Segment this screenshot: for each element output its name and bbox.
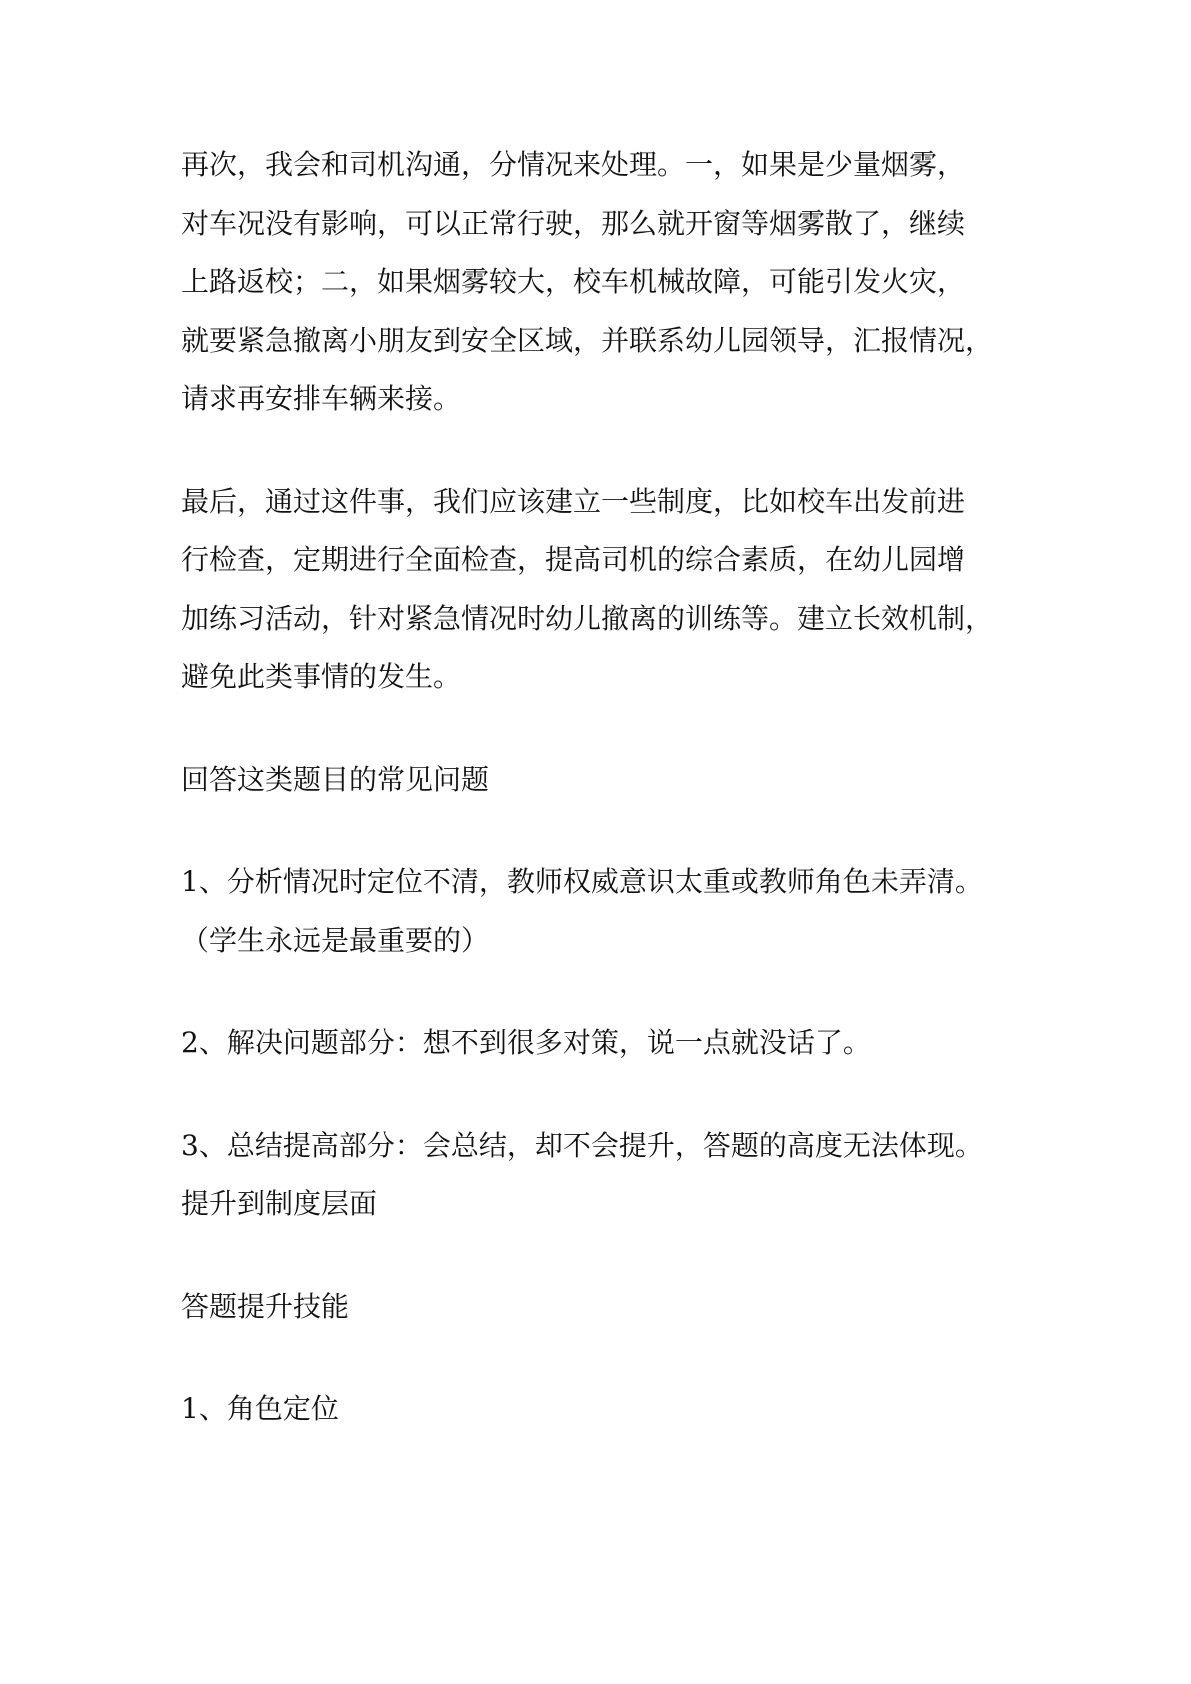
text-line: 1、角色定位 xyxy=(181,1392,339,1425)
text-line: 行检查，定期进行全面检查，提高司机的综合素质，在幼儿园增 xyxy=(181,543,966,576)
text-line: 对车况没有影响，可以正常行驶，那么就开窗等烟雾散了，继续 xyxy=(181,206,966,240)
text-line: 1、分析情况时定位不清，教师权威意识太重或教师角色未弄清。 xyxy=(181,865,983,898)
paragraph-spacer xyxy=(181,1234,1021,1278)
paragraph-spacer xyxy=(181,809,1021,853)
list-item-problem-3 xyxy=(181,1117,1021,1234)
paragraph-conclusion xyxy=(181,473,1021,707)
section-heading-skills xyxy=(181,1278,1021,1337)
text-line: 2、解决问题部分：想不到很多对策，说一点就没话了。 xyxy=(181,1026,871,1059)
text-line: 避免此类事情的发生。 xyxy=(181,660,462,693)
paragraph-spacer xyxy=(181,1073,1021,1117)
paragraph-spacer xyxy=(181,707,1021,751)
text-line: 提升到制度层面 xyxy=(181,1187,378,1220)
text-line: 上路返校；二，如果烟雾较大，校车机械故障，可能引发火灾， xyxy=(181,265,966,298)
paragraph-spacer xyxy=(181,429,1021,473)
paragraph-handling-plan xyxy=(181,136,1021,429)
list-item-problem-2 xyxy=(181,1014,1021,1073)
text-line: （学生永远是最重要的） xyxy=(181,923,490,957)
text-line: 3、总结提高部分：会总结，却不会提升，答题的高度无法体现。 xyxy=(181,1128,983,1162)
text-line: 请求再安排车辆来接。 xyxy=(181,382,462,415)
paragraph-spacer xyxy=(181,1336,1021,1380)
document-body xyxy=(181,136,1021,1439)
text-line: 答题提升技能 xyxy=(181,1289,350,1323)
text-line: 就要紧急撤离小朋友到安全区域，并联系幼儿园领导，汇报情况， xyxy=(181,323,994,357)
text-line: 最后，通过这件事，我们应该建立一些制度，比如校车出发前进 xyxy=(181,484,966,518)
text-line: 再次，我会和司机沟通，分情况来处理。一，如果是少量烟雾， xyxy=(181,148,966,181)
text-line: 加练习活动，针对紧急情况时幼儿撤离的训练等。建立长效机制， xyxy=(181,601,994,635)
list-item-problem-1 xyxy=(181,853,1021,970)
list-item-skill-1 xyxy=(181,1380,1021,1439)
text-line: 回答这类题目的常见问题 xyxy=(181,762,490,796)
section-heading-common-problems xyxy=(181,751,1021,810)
paragraph-spacer xyxy=(181,970,1021,1014)
